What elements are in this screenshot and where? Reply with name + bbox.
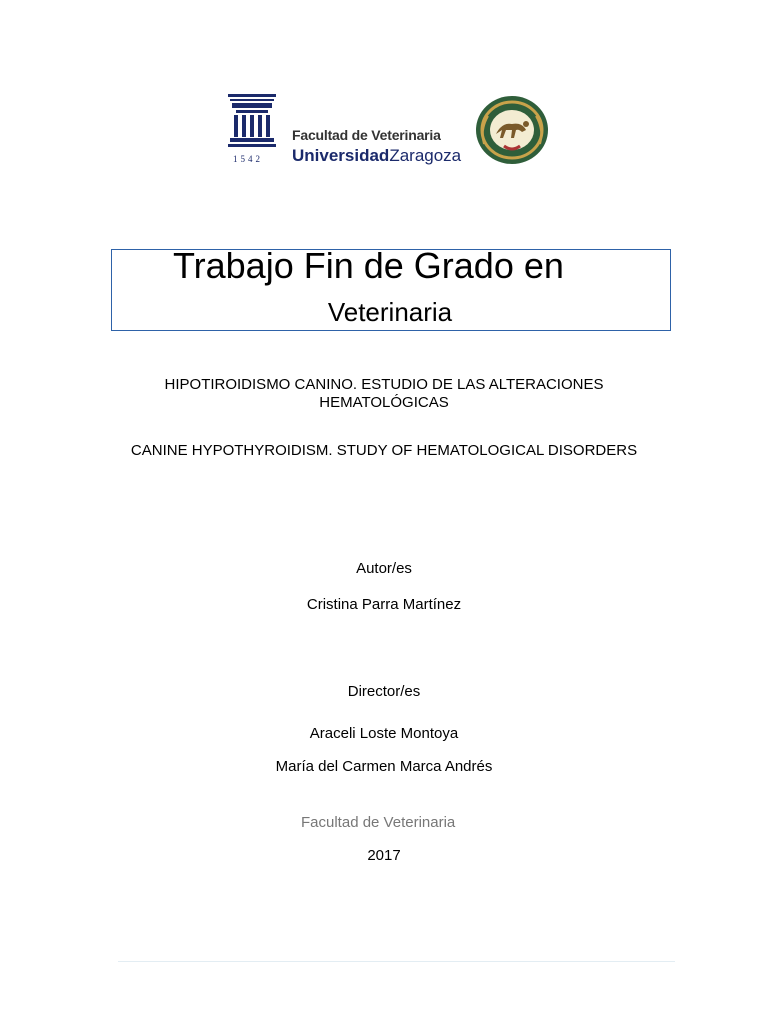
author-name: Cristina Parra Martínez bbox=[306, 596, 462, 613]
authors-label: Autor/es bbox=[356, 560, 412, 577]
faculty-seal-icon bbox=[474, 94, 550, 166]
year: 2017 bbox=[367, 847, 401, 864]
directors-label: Director/es bbox=[347, 683, 421, 700]
footer-divider bbox=[118, 961, 675, 962]
thesis-title-spanish-line1: HIPOTIROIDISMO CANINO. ESTUDIO DE LAS ALTERACIONES bbox=[164, 376, 604, 393]
faculty-name-logo: Facultad de Veterinaria bbox=[292, 127, 441, 143]
thesis-title-spanish bbox=[0, 376, 768, 412]
university-name-logo bbox=[292, 146, 461, 166]
university-logo-year: 1542 bbox=[233, 154, 263, 164]
faculty-name: Facultad de Veterinaria bbox=[301, 814, 456, 831]
university-name-bold: Universidad bbox=[292, 146, 390, 165]
document-title-degree: Veterinaria bbox=[327, 297, 453, 327]
document-title: Trabajo Fin de Grado en bbox=[173, 245, 564, 286]
director-name: Araceli Loste Montoya bbox=[309, 725, 459, 742]
thesis-title-spanish-line2: HEMATOLÓGICAS bbox=[319, 394, 449, 411]
university-name-regular: Zaragoza bbox=[389, 146, 462, 165]
director-name: María del Carmen Marca Andrés bbox=[275, 758, 493, 775]
thesis-title-english: CANINE HYPOTHYROIDISM. STUDY OF HEMATOLOGICAL DISORDERS bbox=[130, 442, 638, 459]
